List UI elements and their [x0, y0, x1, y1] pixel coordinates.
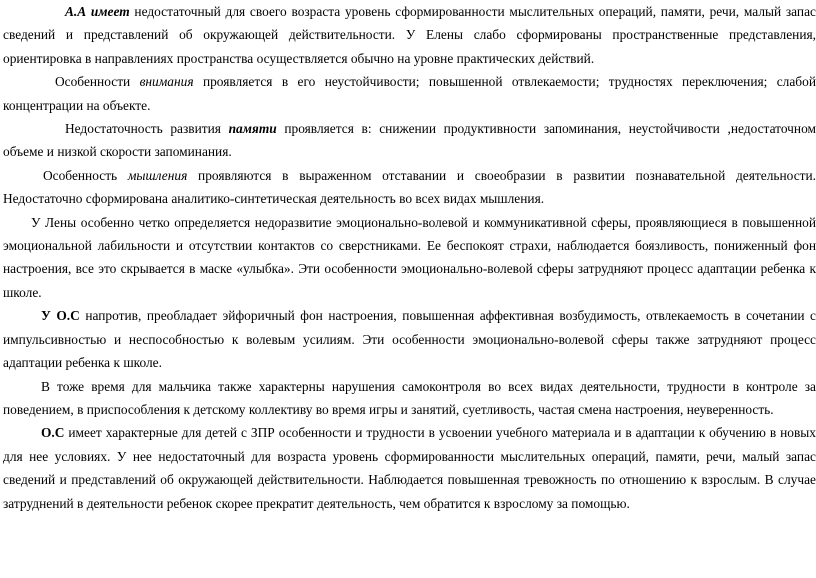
child-name-lead: А.А имеет [65, 4, 130, 19]
child-name-lead: У О.С [41, 308, 80, 324]
term-thinking: мышления [127, 167, 188, 183]
paragraph-text: У Лены особенно четко определяется недоразвитие эмоционально-волевой и коммуникативной сферы, проявляющиеся в повышенной эмоциональной лабильности и отсутствии контактов со сверстниками. Ее беспокоят страхи, наблюдается боязливость, пониженный фон настроения, все это скрывается в маске «улыбка». Эти особенности эмоционально-волевой сферы затрудняют процесс адаптации ребенка к школе. [3, 214, 816, 300]
paragraph-text: проявляется в его неустойчивости; повышенной отвлекаемости; трудностях переключения; слабой концентрации на объекте. [3, 74, 816, 113]
paragraph-os-mood [3, 304, 816, 374]
paragraph-thinking [3, 164, 816, 211]
paragraph-prefix: Недостаточность развития [65, 121, 229, 137]
paragraph-general [3, 0, 816, 70]
paragraph-self-control [3, 375, 816, 422]
paragraph-prefix: Особенность [43, 167, 128, 183]
paragraph-memory [3, 117, 816, 164]
paragraph-text: проявляются в выраженном отставании и своеобразии в развитии познавательной деятельности. Недостаточно сформирована аналитико-синтетическая деятельность во всех видах мышления. [3, 167, 816, 207]
paragraph-os-summary [3, 421, 816, 515]
paragraph-attention [3, 70, 816, 117]
paragraph-text: проявляется в: снижении продуктивности запоминания, неустойчивости ,недостаточном объеме и низкой скорости запоминания. [3, 121, 816, 160]
paragraph-prefix: Особенности [55, 74, 140, 90]
paragraph-text: В тоже время для мальчика также характерны нарушения самоконтроля во всех видах деятельности, трудности в контроле за поведением, в приспособления к детскому коллективу во время игры и занятий, суетливость, частая смена настроения, неуверенность. [3, 378, 816, 417]
paragraph-emotional-sphere [3, 211, 816, 305]
paragraph-text: недостаточный для своего возраста уровень сформированности мыслительных операций, памяти, речи, малый запас сведений и представлений об окружающей действительности. У Елены слабо сформированы пространственные представления, ориентировка в направлениях пространства осуществляется обычно на уровне практических действий. [3, 4, 816, 66]
term-memory: памяти [228, 121, 277, 137]
child-name-lead: О.С [41, 425, 65, 441]
paragraph-text: имеет характерные для детей с ЗПР особенности и трудности в усвоении учебного материала и в адаптации к обучению в новых для нее условиях. У нее недостаточный для возраста уровень сформированности мыслительных операций, памяти, речи, малый запас сведений и представлений об окружающей действительности. Наблюдается повышенная тревожность по отношению к взрослым. В случае затруднений в деятельности ребенок скорее прекратит деятельность, чем обратится к взрослому за помощью. [3, 425, 816, 511]
paragraph-text: напротив, преобладает эйфоричный фон настроения, повышенная аффективная возбудимость, отвлекаемость в сочетании с импульсивностью и неспособностью к волевым усилиям. Эти особенности эмоционально-волевой сферы также затрудняют процесс адаптации ребенка к школе. [3, 308, 816, 371]
term-attention: внимания [139, 74, 194, 90]
